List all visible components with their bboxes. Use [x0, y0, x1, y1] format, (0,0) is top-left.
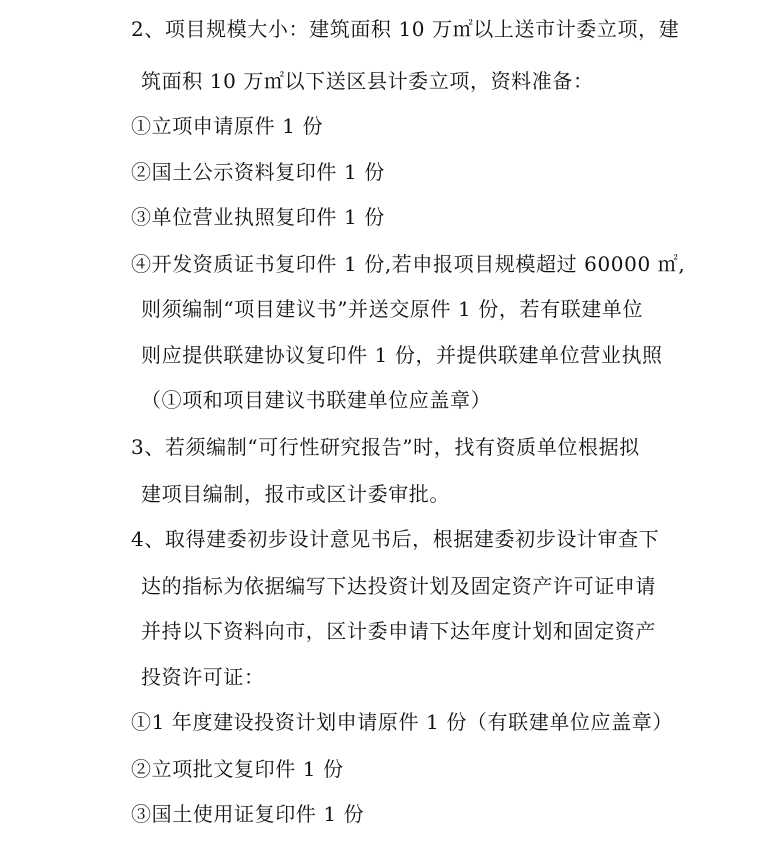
paragraph-3-line-1: 3、若须编制“可行性研究报告”时，找有资质单位根据拟 — [131, 435, 640, 459]
list-item-4-line-2: 则须编制“项目建议书”并送交原件 1 份，若有联建单位 — [141, 297, 644, 321]
list-item-4-line-3: 则应提供联建协议复印件 1 份，并提供联建单位营业执照 — [141, 343, 663, 367]
paragraph-3-line-2: 建项目编制，报市或区计委审批。 — [141, 482, 450, 506]
list-item-4-line-4: （①项和项目建议书联建单位应盖章） — [141, 388, 492, 412]
list-item-1: ①立项申请原件 1 份 — [131, 114, 324, 138]
paragraph-4-line-2: 达的指标为依据编写下达投资计划及固定资产许可证申请 — [141, 574, 656, 598]
paragraph-2-line-2: 筑面积 10 万㎡以下送区县计委立项，资料准备： — [141, 69, 594, 93]
paragraph-2-line-1: 2、项目规模大小：建筑面积 10 万㎡以上送市计委立项，建 — [131, 17, 680, 41]
list-item-5: ①1 年度建设投资计划申请原件 1 份（有联建单位应盖章） — [131, 710, 673, 734]
list-item-4-line-1: ④开发资质证书复印件 1 份,若申报项目规模超过 60000 ㎡, — [131, 252, 686, 276]
paragraph-4-line-4: 投资许可证： — [141, 665, 265, 689]
paragraph-4-line-3: 并持以下资料向市，区计委申请下达年度计划和固定资产 — [141, 619, 656, 643]
paragraph-4-line-1: 4、取得建委初步设计意见书后，根据建委初步设计审查下 — [131, 527, 660, 551]
list-item-2: ②国土公示资料复印件 1 份 — [131, 160, 385, 184]
list-item-3: ③单位营业执照复印件 1 份 — [131, 205, 385, 229]
list-item-7: ③国土使用证复印件 1 份 — [131, 802, 365, 826]
list-item-6: ②立项批文复印件 1 份 — [131, 757, 344, 781]
